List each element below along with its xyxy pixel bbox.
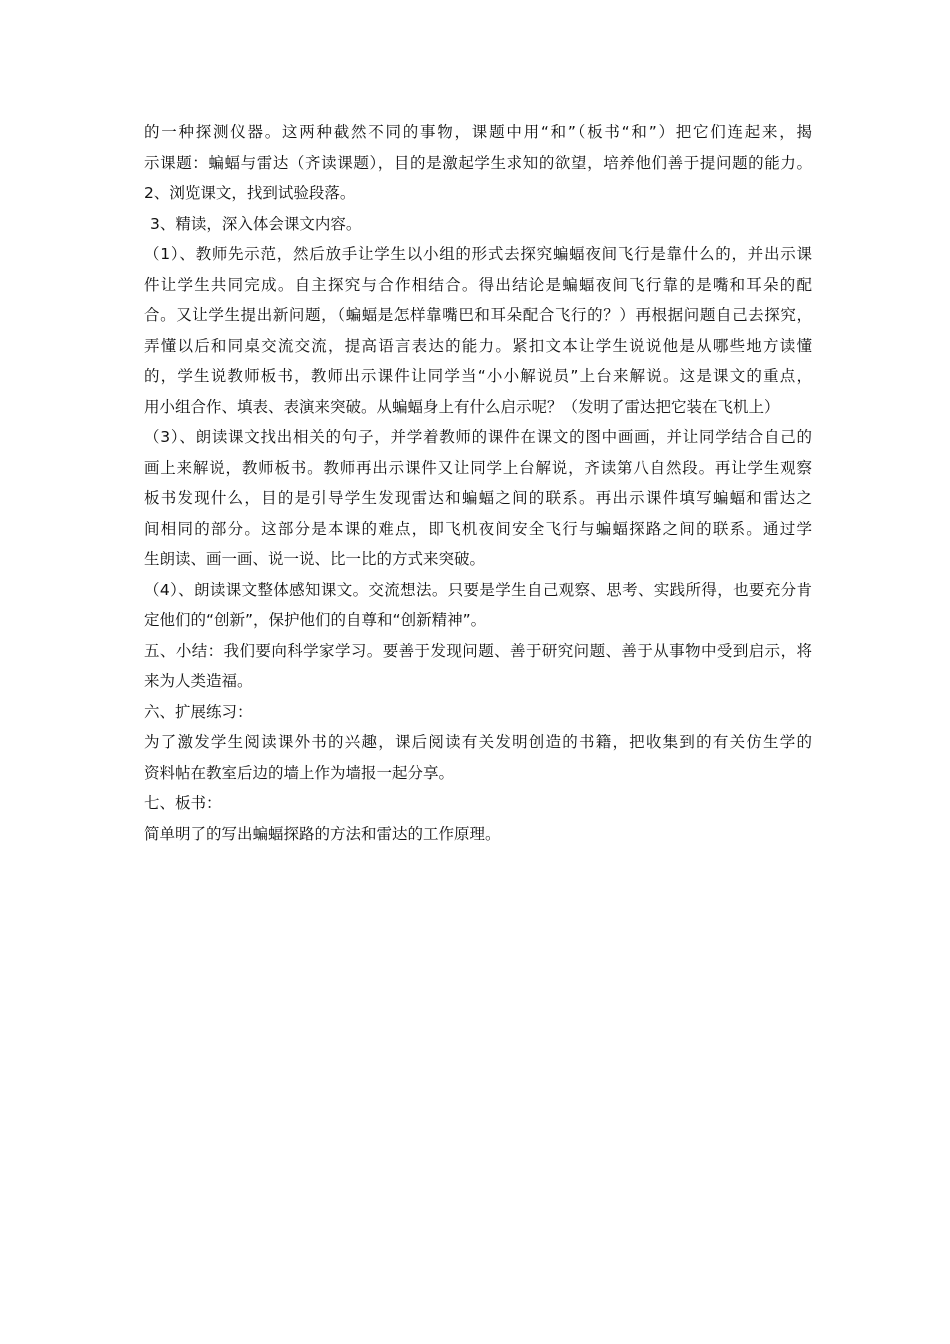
paragraph-topic-intro bbox=[144, 117, 812, 178]
paragraph-item-3 bbox=[144, 422, 812, 575]
paragraph-extension bbox=[144, 727, 812, 788]
text-line: 简单明了的写出蝙蝠探路的方法和雷达的工作原理。 bbox=[144, 824, 501, 843]
text-line: 弄懂以后和同桌交流交流，提高语言表达的能力。紧扣文本让学生说说他是从哪些地方读懂 bbox=[144, 336, 812, 355]
paragraph-summary bbox=[144, 636, 812, 697]
text-line: 来为人类造福。 bbox=[144, 672, 253, 690]
text-line: 资料帖在教室后边的墙上作为墙报一起分享。 bbox=[144, 763, 455, 782]
text-line: 示课题：蝙蝠与雷达（齐读课题），目的是激起学生求知的欲望，培养他们善于提问题的能力。 bbox=[144, 153, 812, 172]
paragraph-step-2 bbox=[144, 178, 812, 209]
section-heading-board bbox=[144, 788, 812, 819]
paragraph-board bbox=[144, 819, 812, 850]
text-line: 2、浏览课文，找到试验段落。 bbox=[144, 184, 356, 202]
text-line: （3）、朗读课文找出相关的句子，并学着教师的课件在课文的图中画画，并让同学结合自己的 bbox=[144, 428, 812, 446]
text-line: 生朗读、画一画、说一说、比一比的方式来突破。 bbox=[144, 550, 486, 568]
text-line: 六、扩展练习： bbox=[144, 702, 253, 721]
text-line: （1）、教师先示范，然后放手让学生以小组的形式去探究蝙蝠夜间飞行是靠什么的，并出示课 bbox=[144, 245, 812, 263]
text-line: 的一种探测仪器。这两种截然不同的事物，课题中用“和”（板书“和”）把它们连起来，揭 bbox=[144, 123, 812, 141]
text-line: 合。又让学生提出新问题，（蝙蝠是怎样靠嘴巴和耳朵配合飞行的？）再根据问题自己去探究， bbox=[144, 306, 812, 324]
paragraph-item-1 bbox=[144, 239, 812, 422]
text-line: 3、精读，深入体会课文内容。 bbox=[150, 214, 362, 233]
text-line: 为了激发学生阅读课外书的兴趣，课后阅读有关发明创造的书籍，把收集到的有关仿生学的 bbox=[144, 733, 812, 751]
text-line: 件让学生共同完成。自主探究与合作相结合。得出结论是蝙蝠夜间飞行靠的是嘴和耳朵的配 bbox=[144, 275, 812, 294]
text-line: 画上来解说，教师板书。教师再出示课件又让同学上台解说，齐读第八自然段。再让学生观察 bbox=[144, 458, 812, 477]
section-heading-extension bbox=[144, 697, 812, 728]
text-line: 间相同的部分。这部分是本课的难点，即飞机夜间安全飞行与蝙蝠探路之间的联系。通过学 bbox=[144, 519, 812, 538]
text-line: 用小组合作、填表、表演来突破。从蝙蝠身上有什么启示呢？（发明了雷达把它装在飞机上） bbox=[144, 397, 780, 416]
text-line: （4）、朗读课文整体感知课文。交流想法。只要是学生自己观察、思考、实践所得，也要充分肯 bbox=[144, 580, 812, 599]
text-line: 五、小结：我们要向科学家学习。要善于发现问题、善于研究问题、善于从事物中受到启示，将 bbox=[144, 641, 812, 660]
text-line: 定他们的“创新”，保护他们的自尊和“创新精神”。 bbox=[144, 611, 487, 629]
paragraph-item-4 bbox=[144, 575, 812, 636]
text-line: 七、板书： bbox=[144, 794, 222, 812]
document-body bbox=[144, 117, 812, 849]
paragraph-step-3 bbox=[144, 209, 812, 240]
text-line: 的，学生说教师板书，教师出示课件让同学当“小小解说员”上台来解说。这是课文的重点， bbox=[144, 367, 812, 385]
text-line: 板书发现什么，目的是引导学生发现雷达和蝙蝠之间的联系。再出示课件填写蝙蝠和雷达之 bbox=[144, 489, 812, 507]
